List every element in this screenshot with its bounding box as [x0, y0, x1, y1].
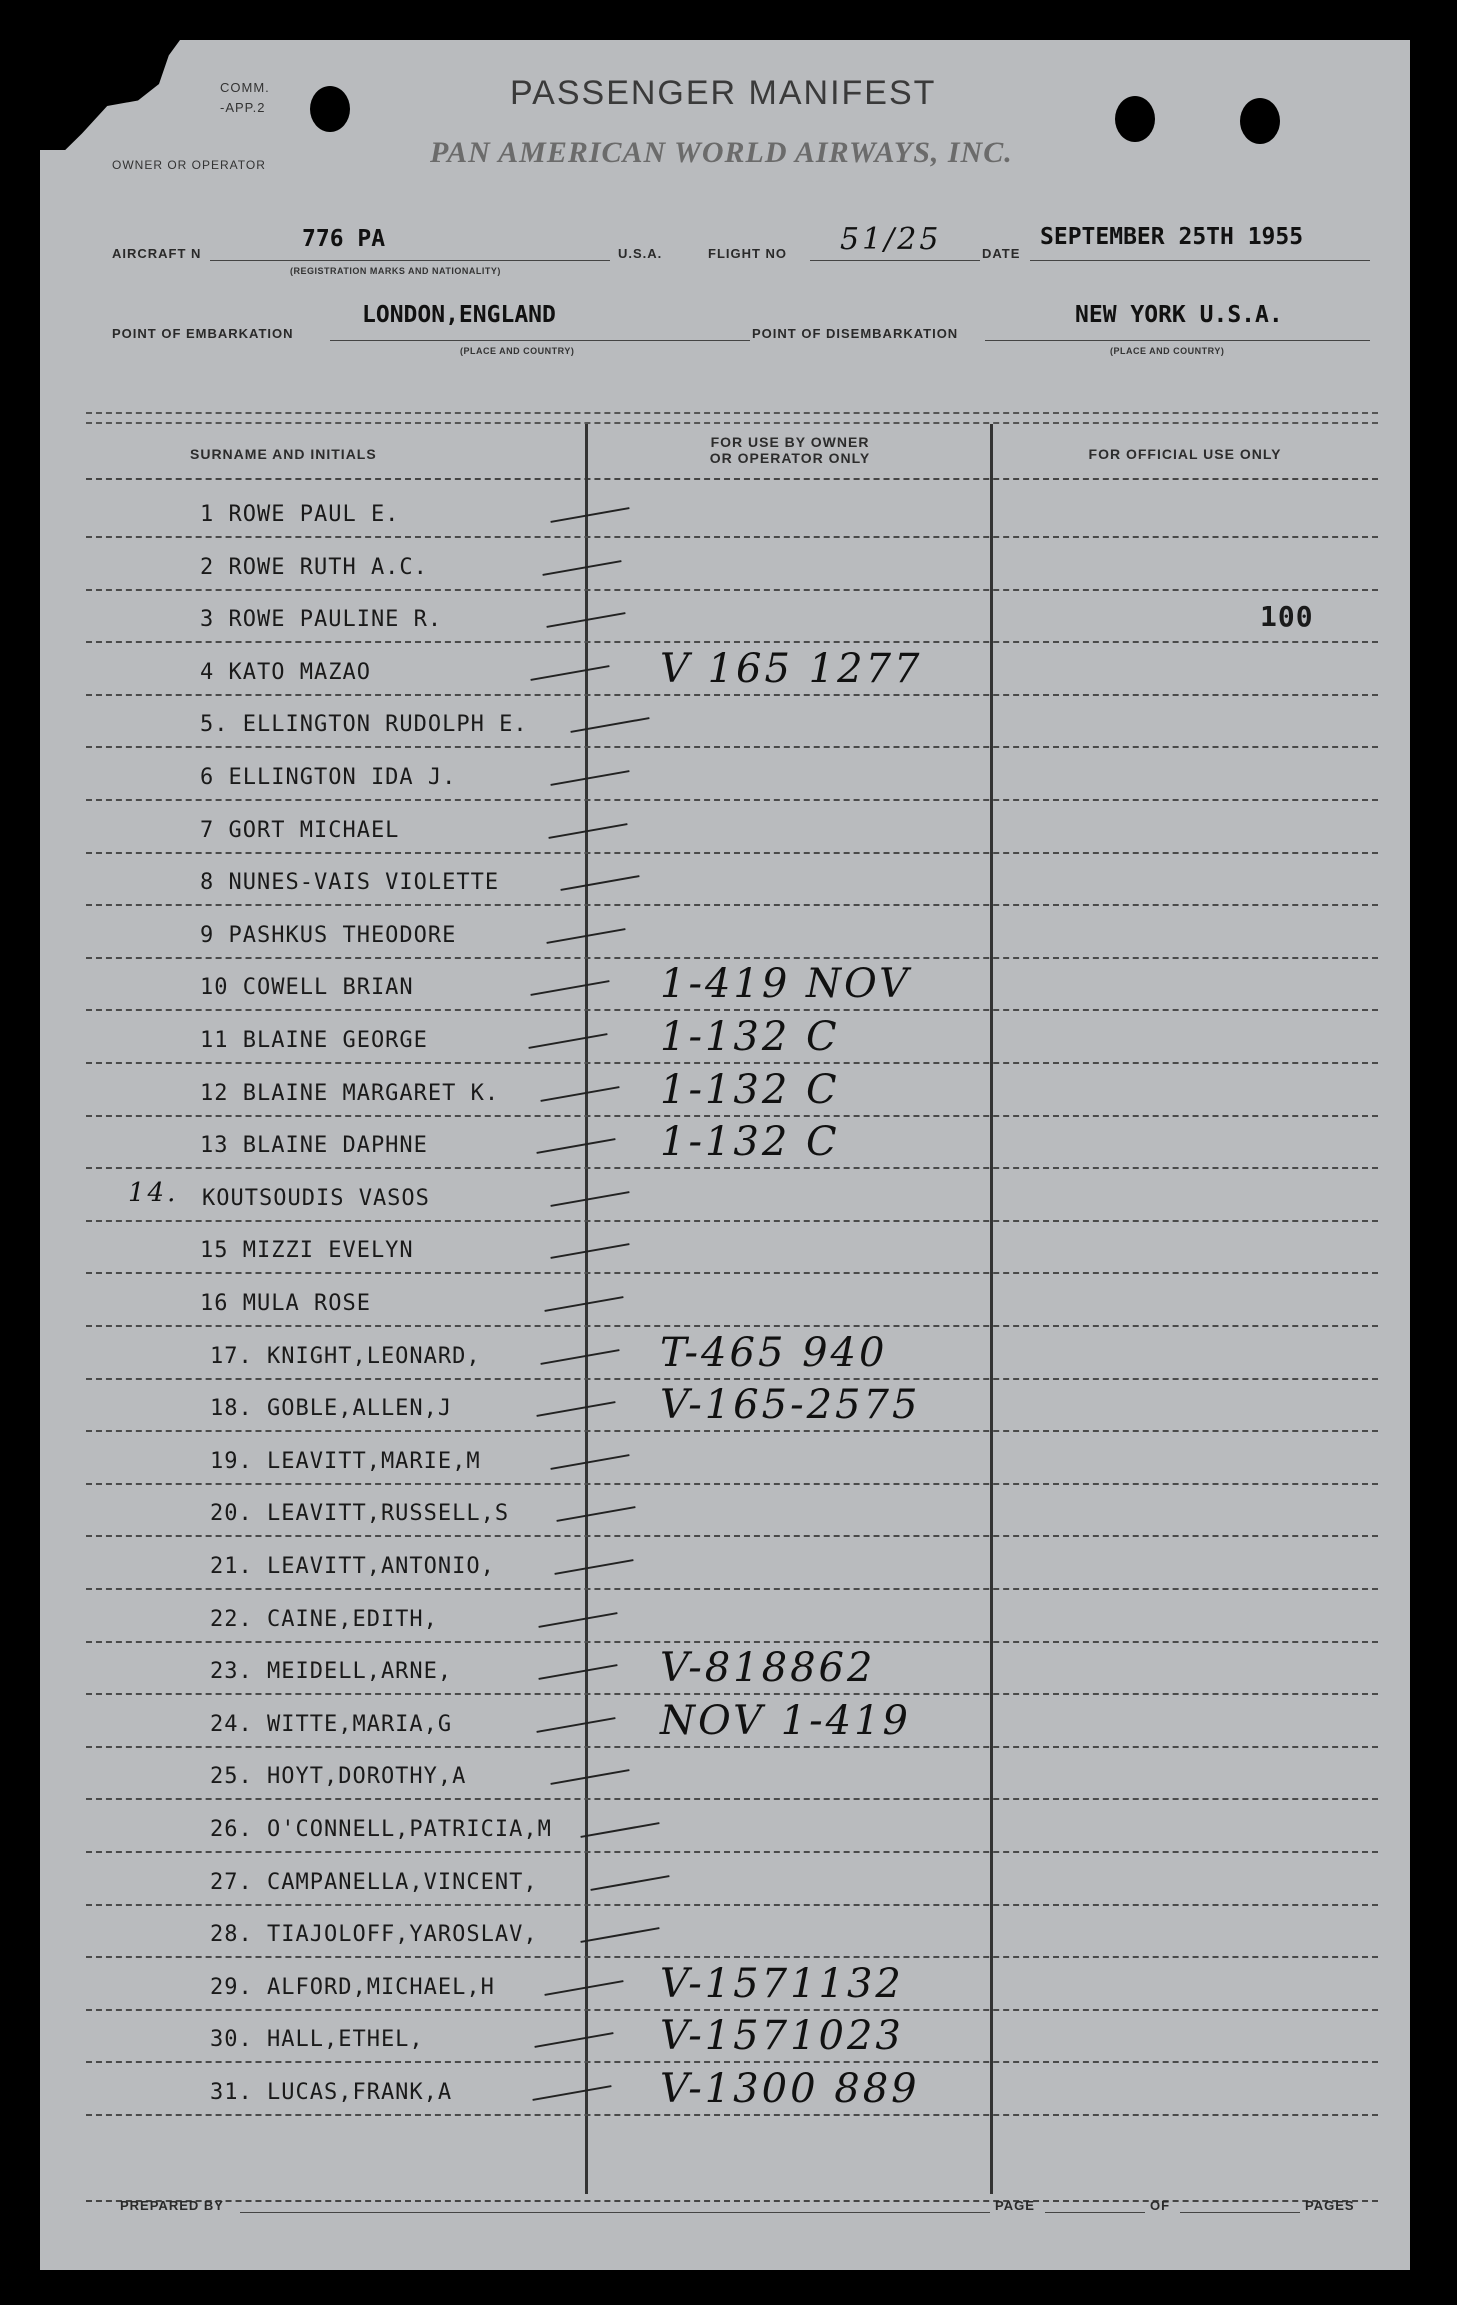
row-rule [86, 1378, 1378, 1380]
passenger-name: 19. LEAVITT,MARIE,M [210, 1448, 481, 1474]
passenger-name: 26. O'CONNELL,PATRICIA,M [210, 1817, 552, 1842]
passenger-name: 20. LEAVITT,RUSSELL,S [210, 1501, 510, 1527]
check-mark [534, 2032, 613, 2048]
passenger-name: 13 BLAINE DAPHNE [200, 1133, 428, 1159]
punch-hole-left [310, 86, 350, 132]
passenger-name: 3 ROWE PAULINE R. [200, 607, 443, 633]
column-header-name: SURNAME AND INITIALS [190, 446, 377, 462]
check-mark [530, 665, 609, 681]
operator-note: T-465 940 [660, 1329, 888, 1376]
check-mark [550, 770, 629, 786]
row-rule [86, 694, 1378, 696]
passenger-name: 15 MIZZI EVELYN [200, 1238, 414, 1264]
check-mark [530, 980, 609, 996]
passenger-name: 17. KNIGHT,LEONARD, [210, 1343, 481, 1369]
passenger-name: 28. TIAJOLOFF,YAROSLAV, [210, 1922, 538, 1948]
operator-note: 1-132 C [660, 1066, 840, 1113]
comm-code: COMM. [220, 80, 270, 95]
row-rule [86, 799, 1378, 801]
check-mark [536, 1401, 615, 1417]
row-rule [86, 1325, 1378, 1327]
check-mark [542, 560, 621, 576]
passenger-name: 18. GOBLE,ALLEN,J [210, 1396, 453, 1422]
check-mark [550, 1454, 629, 1470]
row-rule [86, 957, 1378, 959]
passenger-name: 25. HOYT,DOROTHY,A [210, 1764, 467, 1790]
table-bottom-rule [86, 2200, 1378, 2202]
passenger-name: 7 GORT MICHAEL [200, 817, 400, 843]
passenger-name: 23. MEIDELL,ARNE, [210, 1659, 453, 1685]
passenger-name: 22. CAINE,EDITH, [210, 1606, 438, 1632]
aircraft-label: AIRCRAFT N [112, 246, 202, 261]
embark-value: LONDON,ENGLAND [362, 302, 556, 328]
passenger-name: 31. LUCAS,FRANK,A [210, 2080, 453, 2105]
operator-note: 1-419 NOV [660, 961, 912, 1008]
aircraft-value: 776 PA [302, 226, 386, 252]
row-rule [86, 641, 1378, 643]
flight-value: 51/25 [840, 222, 942, 257]
owner-label: OWNER OR OPERATOR [112, 158, 266, 172]
operator-note: NOV 1-419 [660, 1697, 912, 1744]
column-divider-2 [990, 424, 993, 2194]
prepared-by-line [240, 2212, 990, 2213]
check-mark [550, 1243, 629, 1259]
passenger-name: 29. ALFORD,MICHAEL,H [210, 1974, 495, 2000]
passenger-name: 10 COWELL BRIAN [200, 975, 414, 1001]
flight-underline [810, 260, 980, 261]
check-mark [528, 1033, 607, 1049]
disembark-label: POINT OF DISEMBARKATION [752, 326, 959, 341]
form-title: PASSENGER MANIFEST [510, 74, 937, 112]
aircraft-underline [210, 260, 610, 261]
disembark-caption: (PLACE AND COUNTRY) [1110, 346, 1225, 356]
passenger-name: 21. LEAVITT,ANTONIO, [210, 1554, 495, 1579]
row-rule [86, 746, 1378, 748]
check-mark [536, 1717, 615, 1733]
passenger-name: 4 KATO MAZAO [200, 659, 371, 685]
column-header-owner-use-2: OR OPERATOR ONLY [709, 450, 871, 466]
check-mark [550, 1191, 629, 1207]
disembark-underline [985, 340, 1370, 341]
row-rule [86, 1167, 1378, 1169]
row-rule [86, 1956, 1378, 1958]
table-header-bottom-rule [86, 478, 1378, 480]
row-rule [86, 1798, 1378, 1800]
app-code: -APP.2 [220, 100, 266, 115]
of-line [1180, 2212, 1300, 2213]
date-label: DATE [982, 246, 1021, 261]
check-mark [540, 1086, 619, 1102]
table-top-rule-2 [86, 422, 1378, 424]
of-label: OF [1150, 2198, 1171, 2213]
flight-label: FLIGHT NO [708, 246, 788, 261]
aircraft-caption: (REGISTRATION MARKS AND NATIONALITY) [290, 266, 501, 276]
check-mark [556, 1506, 635, 1522]
column-header-owner-use-1: FOR USE BY OWNER [710, 434, 870, 450]
passenger-name: 5. ELLINGTON RUDOLPH E. [200, 712, 528, 738]
prepared-by-label: PREPARED BY [120, 2198, 224, 2213]
check-mark [538, 1612, 617, 1628]
row-rule [86, 2009, 1378, 2011]
operator-note: V-1571132 [660, 1960, 904, 2007]
operator-note: 1-132 C [660, 1119, 840, 1166]
embark-label: POINT OF EMBARKATION [112, 326, 294, 341]
row-rule [86, 1693, 1378, 1695]
table-top-rule-1 [86, 412, 1378, 414]
check-mark [544, 1296, 623, 1312]
check-mark [540, 1349, 619, 1365]
check-mark [536, 1138, 615, 1154]
passenger-name: 6 ELLINGTON IDA J. [200, 765, 457, 790]
embark-underline [330, 340, 750, 341]
passenger-name: 24. WITTE,MARIA,G [210, 1711, 453, 1737]
airline-name: PAN AMERICAN WORLD AIRWAYS, INC. [430, 136, 1013, 169]
row-rule [86, 536, 1378, 538]
row-rule [86, 2114, 1378, 2116]
row-rule [86, 1535, 1378, 1537]
row-rule [86, 1483, 1378, 1485]
check-mark [548, 823, 627, 839]
passenger-name: 27. CAMPANELLA,VINCENT, [210, 1869, 538, 1895]
row-rule [86, 1220, 1378, 1222]
check-mark [550, 507, 629, 523]
column-header-official: FOR OFFICIAL USE ONLY [1088, 446, 1282, 462]
row-rule [86, 1115, 1378, 1117]
pages-label: PAGES [1305, 2198, 1355, 2213]
row-rule [86, 1062, 1378, 1064]
passenger-name: 1 ROWE PAUL E. [200, 502, 400, 527]
embark-caption: (PLACE AND COUNTRY) [460, 346, 575, 356]
row-rule [86, 589, 1378, 591]
passenger-name: 12 BLAINE MARGARET K. [200, 1080, 500, 1106]
punch-hole-right-2 [1240, 98, 1280, 144]
check-mark [538, 1664, 617, 1680]
page-line [1045, 2212, 1145, 2213]
check-mark [580, 1927, 659, 1943]
check-mark [590, 1875, 669, 1891]
passenger-name: KOUTSOUDIS VASOS [202, 1185, 430, 1211]
check-mark [554, 1559, 633, 1575]
manifest-sheet [40, 40, 1410, 2270]
row-rule [86, 1851, 1378, 1853]
official-note: 100 [1260, 600, 1314, 633]
check-mark [580, 1822, 659, 1838]
row-rule [86, 1904, 1378, 1906]
check-mark [550, 1769, 629, 1785]
row-rule [86, 904, 1378, 906]
passenger-name: 9 PASHKUS THEODORE [200, 922, 457, 948]
column-divider-1 [585, 424, 588, 2194]
date-underline [1030, 260, 1370, 261]
row-rule [86, 1009, 1378, 1011]
check-mark [560, 875, 639, 891]
operator-note: V-1571023 [660, 2013, 904, 2060]
passenger-name: 11 BLAINE GEORGE [200, 1028, 428, 1053]
row-rule [86, 1588, 1378, 1590]
check-mark [570, 717, 649, 733]
page-label: PAGE [995, 2198, 1035, 2213]
row-rule [86, 1430, 1378, 1432]
disembark-value: NEW YORK U.S.A. [1075, 302, 1283, 328]
passenger-name: 8 NUNES-VAIS VIOLETTE [200, 870, 500, 896]
operator-note: V-1300 889 [660, 2066, 920, 2112]
row-rule [86, 1272, 1378, 1274]
operator-note: V-165-2575 [660, 1382, 921, 1429]
operator-note: 1-132 C [660, 1014, 840, 1060]
punch-hole-right-1 [1115, 96, 1155, 142]
check-mark [532, 2085, 611, 2101]
row-rule [86, 852, 1378, 854]
operator-note: V-818862 [660, 1645, 876, 1692]
date-value: SEPTEMBER 25TH 1955 [1040, 224, 1304, 250]
passenger-number-handwritten: 14. [128, 1177, 179, 1208]
passenger-name: 30. HALL,ETHEL, [210, 2027, 424, 2053]
passenger-name: 16 MULA ROSE [200, 1291, 371, 1316]
usa-label: U.S.A. [618, 246, 663, 261]
passenger-name: 2 ROWE RUTH A.C. [200, 554, 428, 580]
check-mark [544, 1980, 623, 1996]
row-rule [86, 1641, 1378, 1643]
row-rule [86, 1746, 1378, 1748]
operator-note: V 165 1277 [660, 645, 923, 692]
row-rule [86, 2061, 1378, 2063]
